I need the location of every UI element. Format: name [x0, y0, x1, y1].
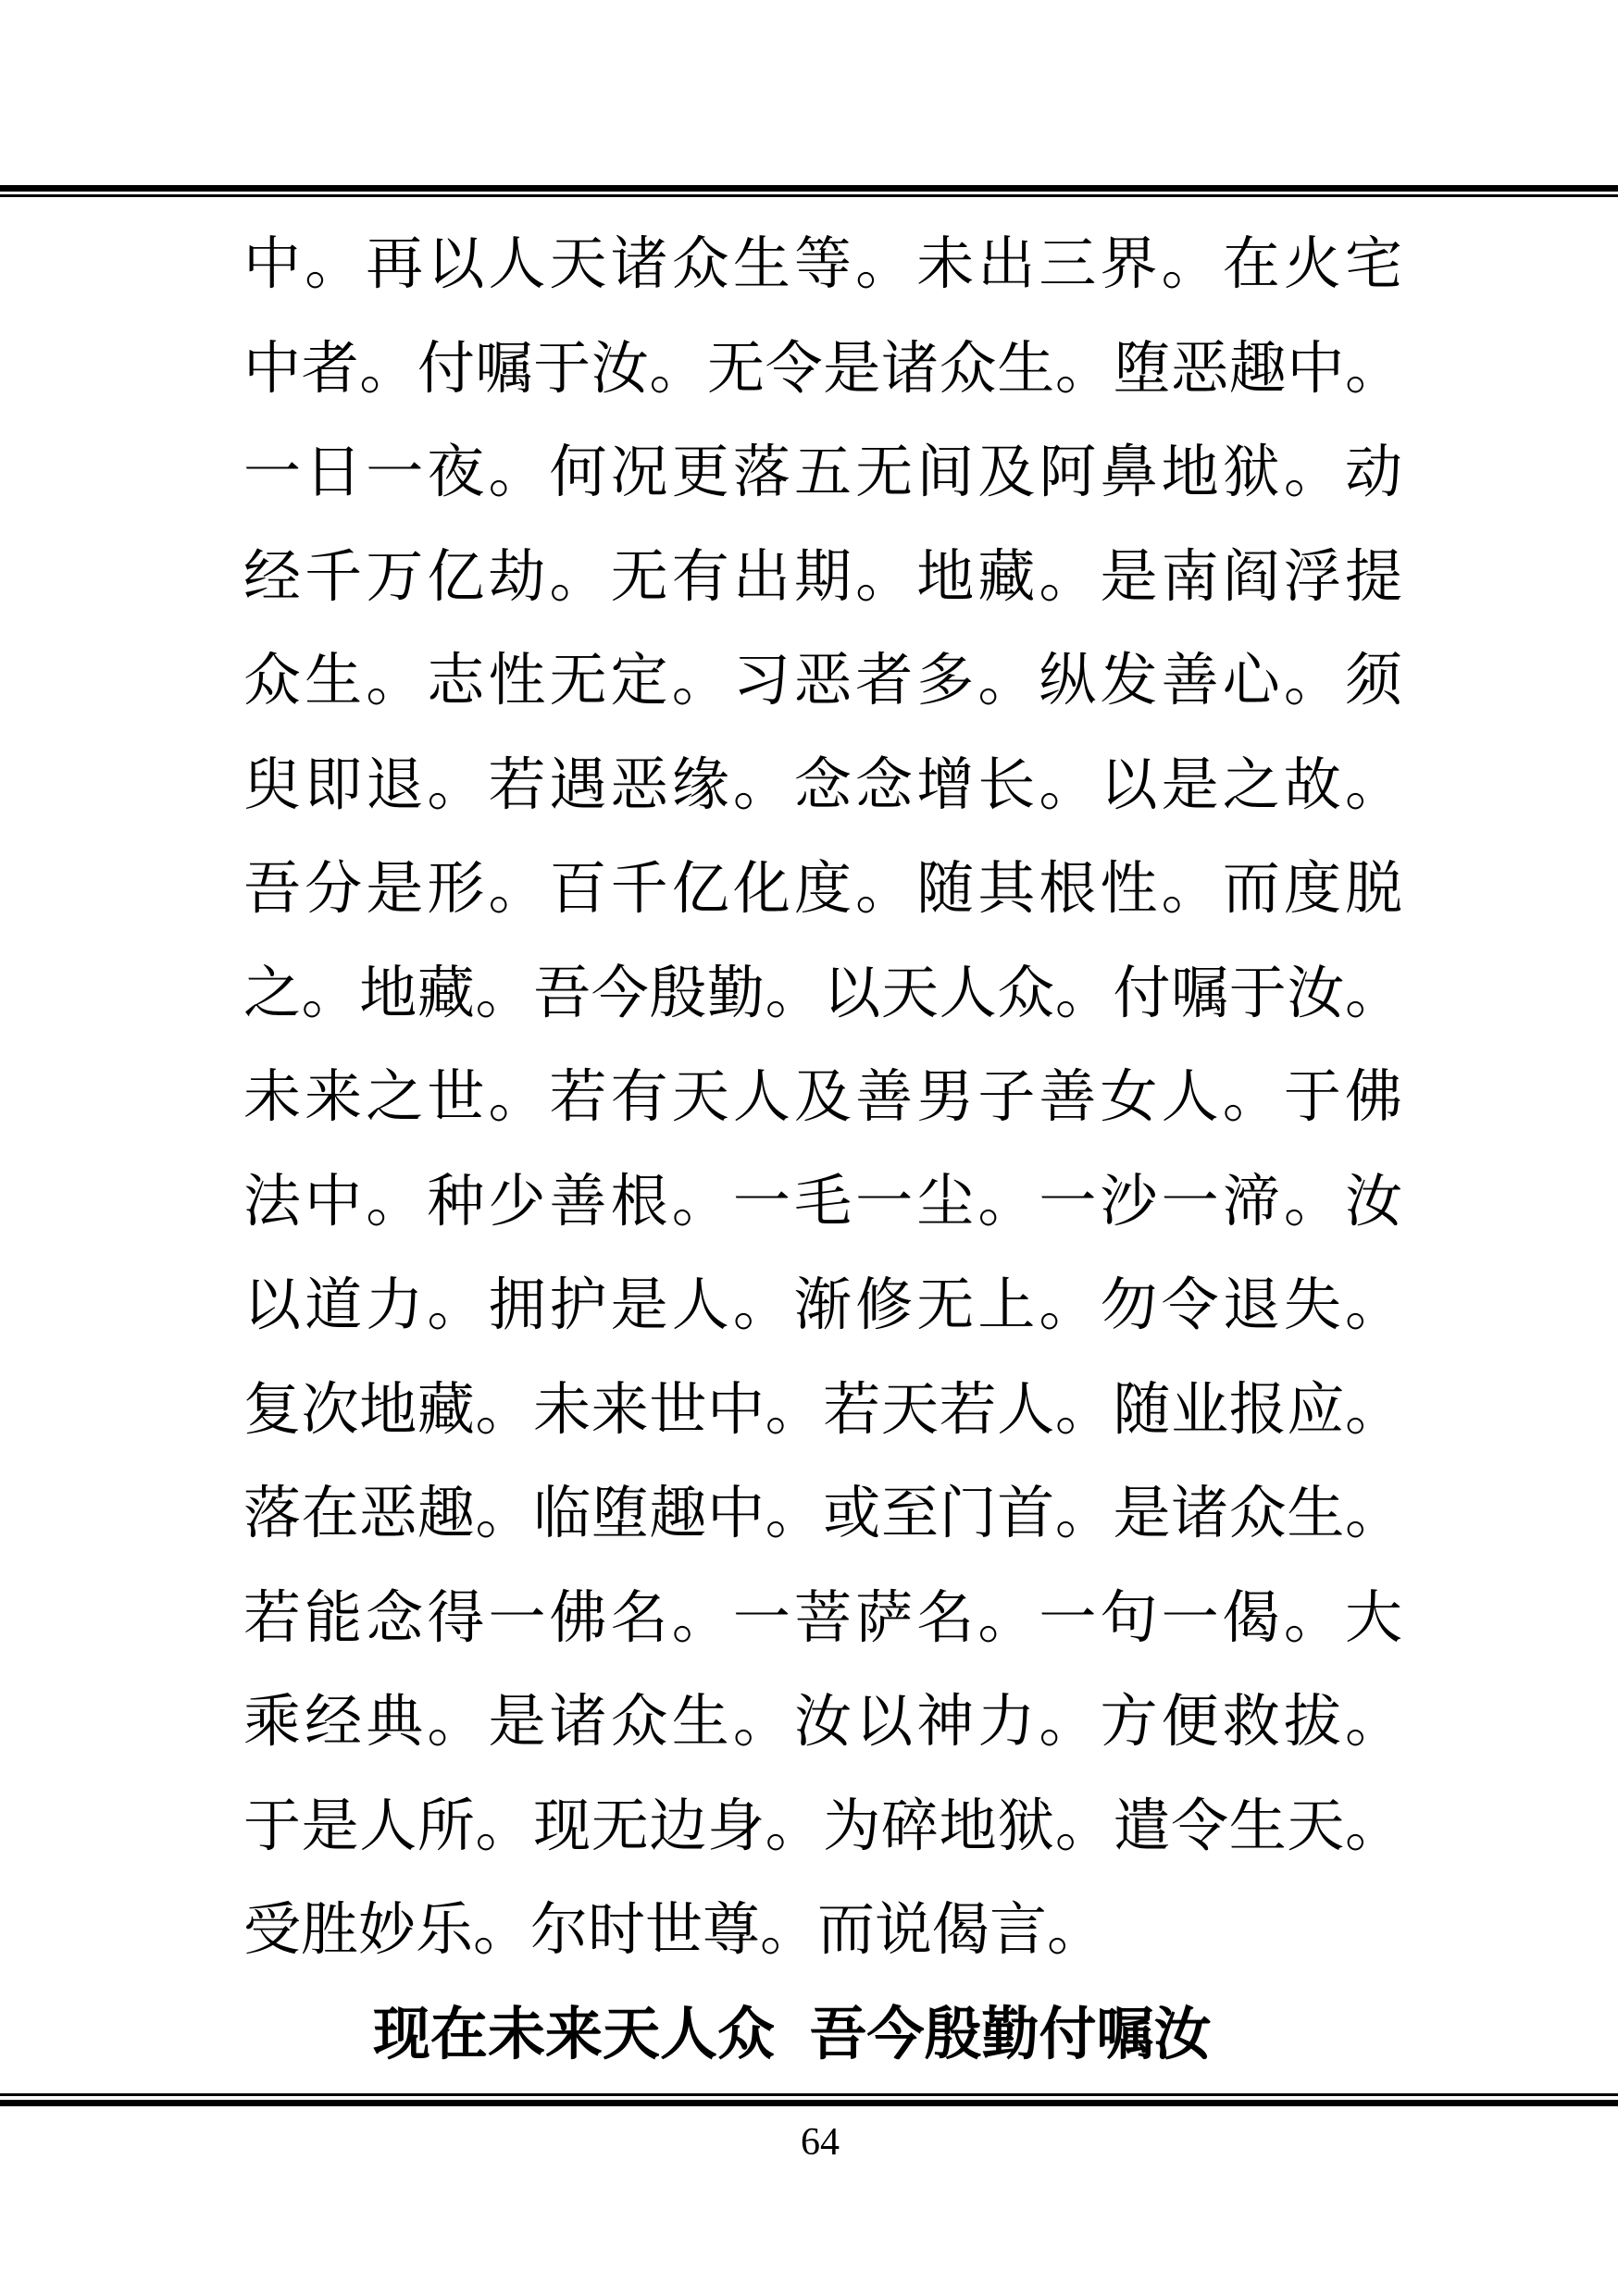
scripture-line: 乘经典。是诸众生。汝以神力。方便救拔。 — [243, 1691, 1402, 1754]
verse-line: 现在未来天人众 吾今殷勤付嘱汝 — [373, 2003, 1212, 2066]
top-double-rule — [0, 185, 1618, 197]
scripture-line: 受胜妙乐。尔时世尊。而说偈言。 — [243, 1899, 1105, 1962]
scripture-line: 一日一夜。何况更落五无间及阿鼻地狱。动 — [243, 441, 1402, 504]
scripture-line: 于是人所。现无边身。为碎地狱。遣令生天。 — [243, 1794, 1402, 1858]
scripture-line: 复次地藏。未来世中。若天若人。随业报应。 — [243, 1378, 1402, 1442]
scripture-line: 法中。种少善根。一毛一尘。一沙一渧。汝 — [243, 1170, 1402, 1234]
scripture-line: 之。地藏。吾今殷勤。以天人众。付嘱于汝。 — [243, 962, 1402, 1025]
top-rule-thick-bar — [0, 185, 1618, 192]
scripture-text-block — [243, 213, 1402, 2087]
scripture-line: 臾即退。若遇恶缘。念念增长。以是之故。 — [243, 753, 1402, 817]
scripture-line: 落在恶趣。临堕趣中。或至门首。是诸众生。 — [243, 1483, 1402, 1545]
top-rule-thin-bar — [0, 194, 1618, 197]
bottom-double-rule — [0, 2093, 1618, 2106]
scripture-line: 未来之世。若有天人及善男子善女人。于佛 — [243, 1066, 1402, 1129]
scripture-line: 吾分是形。百千亿化度。随其根性。而度脱 — [243, 858, 1402, 921]
page-number: 64 — [801, 2121, 840, 2164]
scripture-line: 中者。付嘱于汝。无令是诸众生。堕恶趣中。 — [243, 337, 1402, 401]
scripture-line: 若能念得一佛名。一菩萨名。一句一偈。大 — [243, 1586, 1402, 1650]
scripture-line: 经千万亿劫。无有出期。地藏。是南阎浮提 — [243, 545, 1402, 609]
scripture-line: 众生。志性无定。习恶者多。纵发善心。须 — [243, 650, 1402, 713]
scripture-line: 中。再以人天诸众生等。未出三界。在火宅 — [243, 233, 1402, 296]
scripture-line: 以道力。拥护是人。渐修无上。勿令退失。 — [243, 1274, 1402, 1337]
bottom-rule-thick-bar — [0, 2100, 1618, 2106]
